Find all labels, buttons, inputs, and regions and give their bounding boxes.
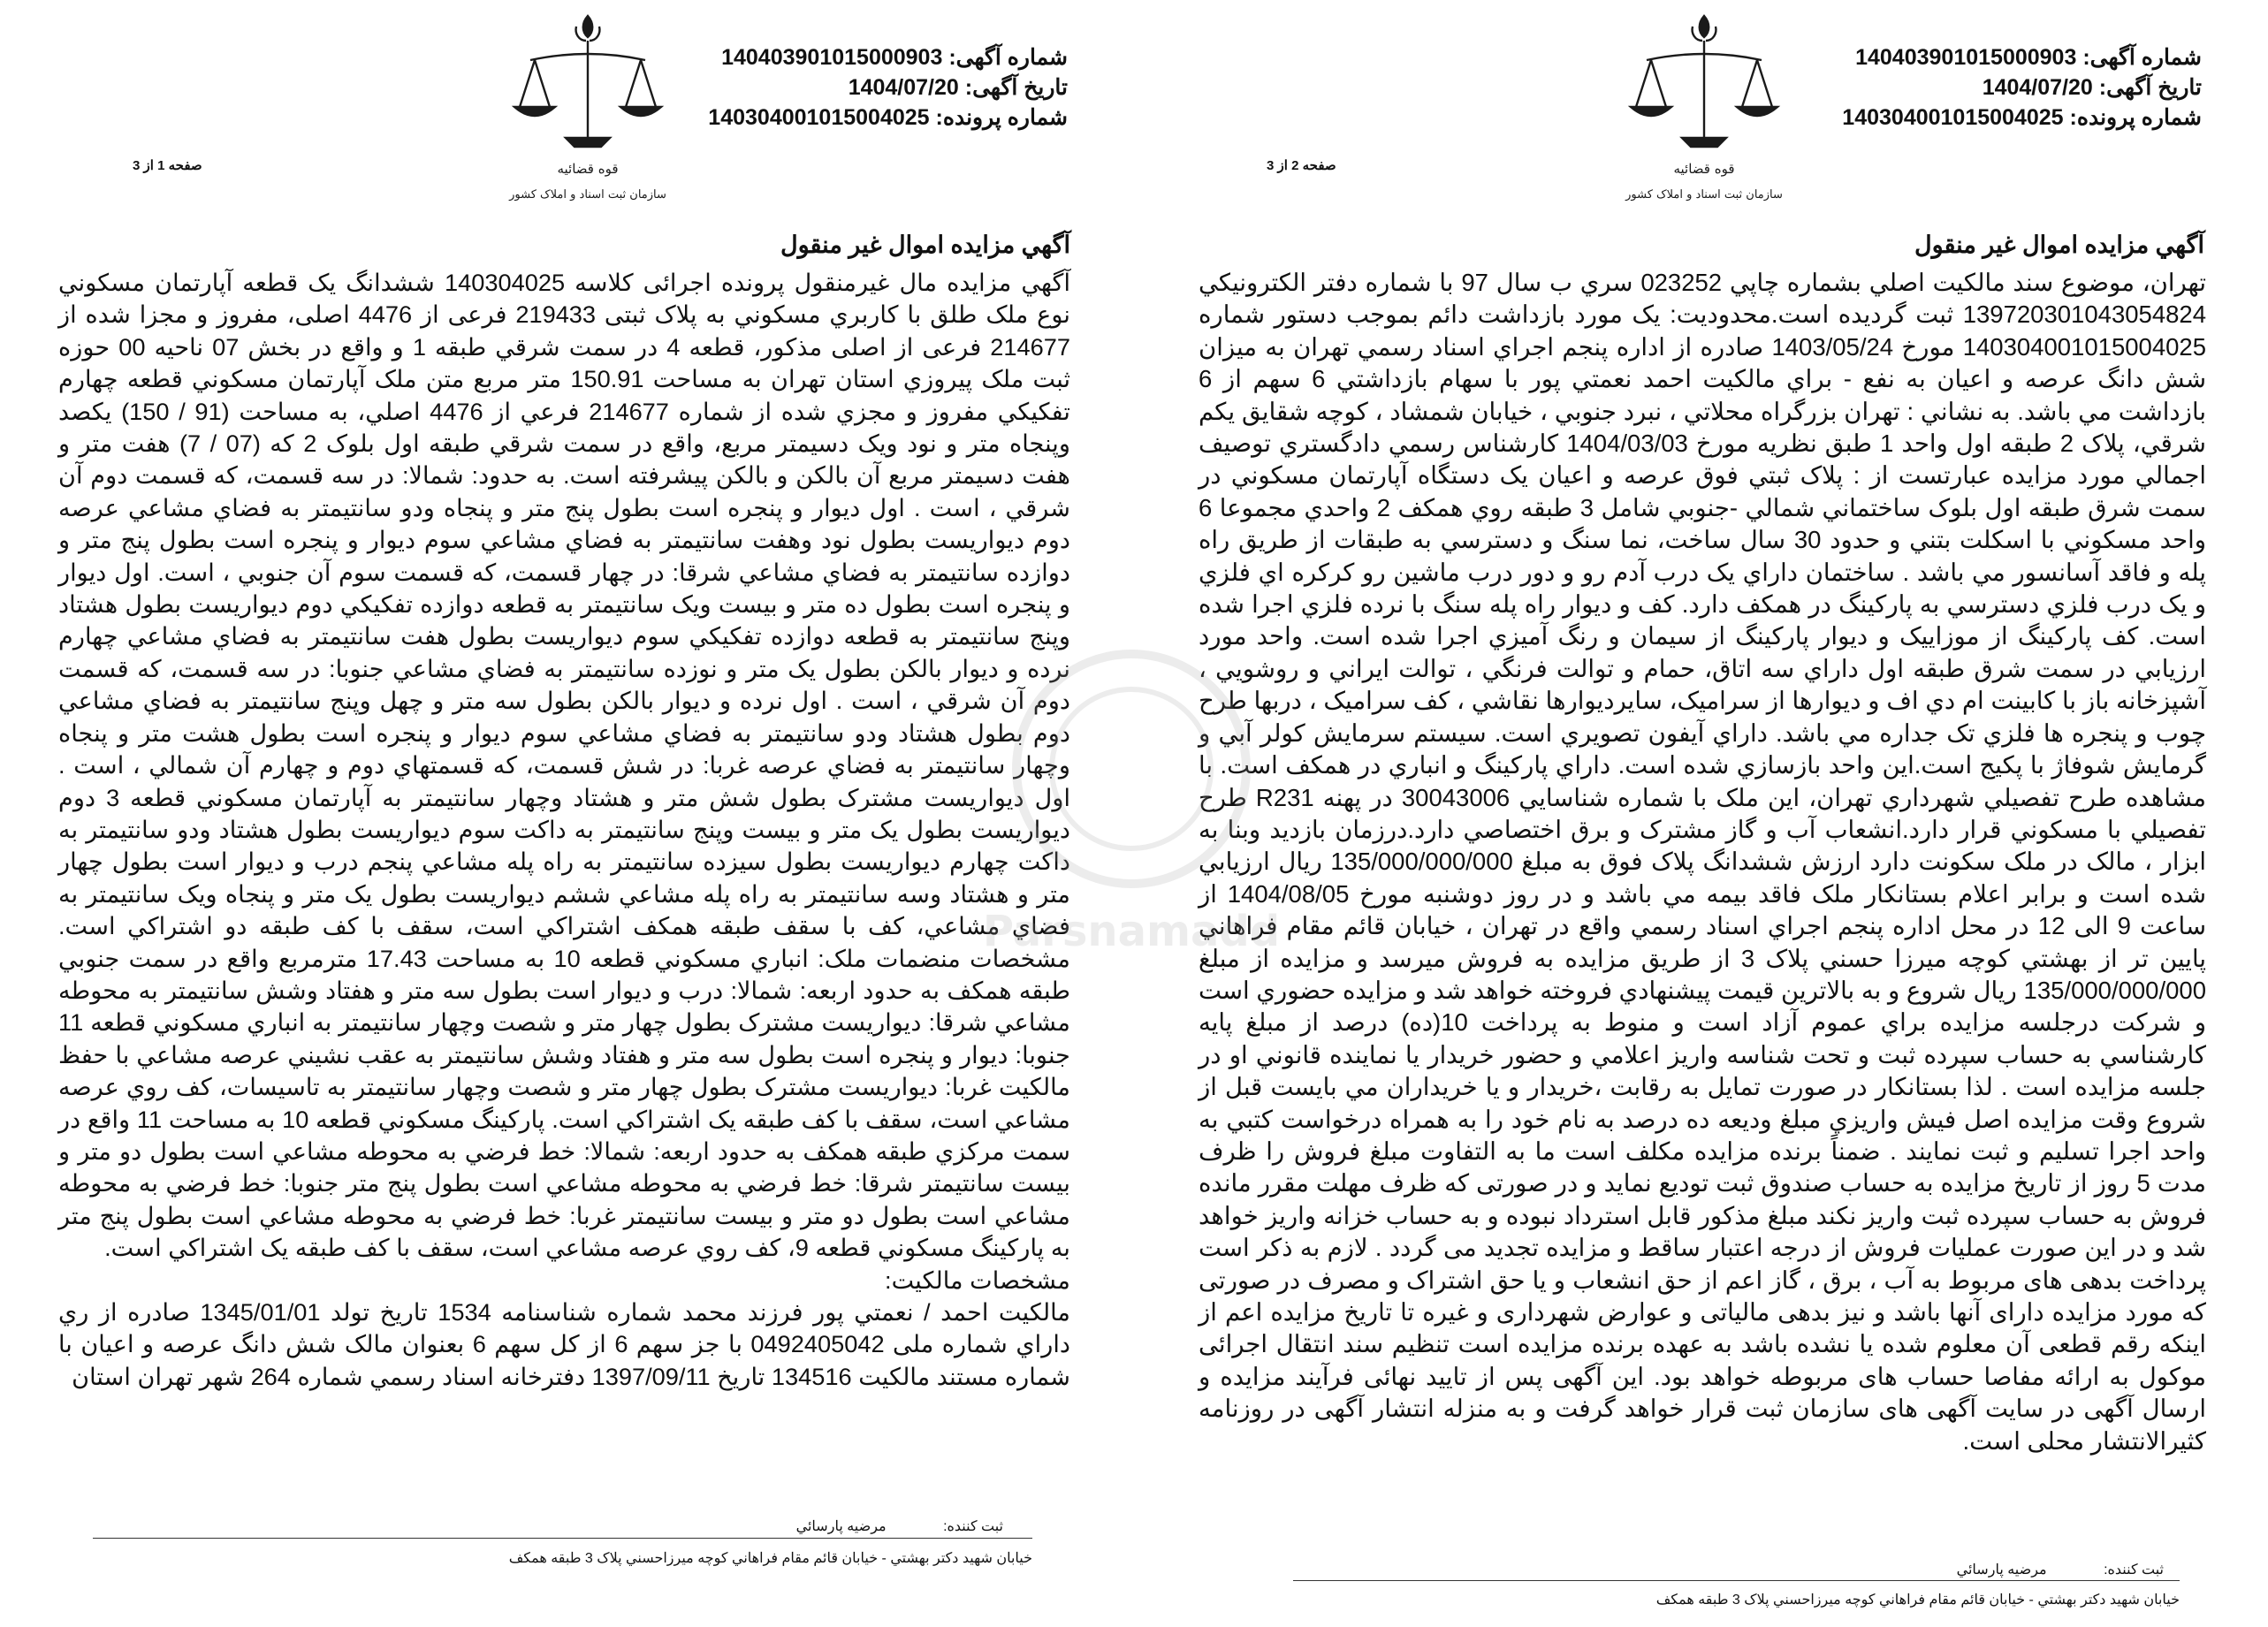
registrar [796, 1517, 1003, 1535]
case-number-label: شماره پرونده: [2069, 105, 2202, 130]
judiciary-emblem-logo [1611, 5, 1797, 209]
ad-number-label: شماره آگهی: [948, 45, 1068, 70]
emblem-caption-bottom: سازمان ثبت اسناد و املاک کشور [509, 188, 666, 201]
ad-date: 1404/07/20 [848, 75, 959, 100]
ad-number-label: شماره آگهی: [2082, 45, 2202, 70]
judiciary-emblem-logo [495, 5, 681, 209]
ad-date: 1404/07/20 [1982, 75, 2093, 100]
case-number: 140304001015004025 [1842, 105, 2064, 130]
case-number: 140304001015004025 [708, 105, 930, 130]
notice-body: تهران، موضوع سند مالكيت اصلي بشماره چاپي 023252 سري ب سال 97 با شماره دفتر الكترونيكي 139720301043054824 ثبت گرديده است.محدوديت: يک مورد بازداشت دائم بموجب دستور شماره 140304001015004025 مورخ 1403/05/24 صادره از اداره پنجم اجراي اسناد رسمي تهران به ميزان شش دانگ عرصه و اعيان به نفع - براي مالكيت احمد نعمتي پور با سهام بازداشتي 6 سهم از 6 بازداشت مي باشد. به نشاني : تهران بزرگراه محلاتي ، نبرد جنوبي ، خيابان شمشاد ، كوچه شقايق يكم شرقي، پلاک 2 طبقه اول واحد 1 طبق نظريه مورخ 1404/03/03 كارشناس رسمي دادگستري توصيف اجمالي مورد مزايده عبارتست از : پلاک ثبتي فوق عرصه و اعيان يک دستگاه آپارتمان مسكوني در سمت شرق طبقه اول بلوک ساختماني شمالي -جنوبي شامل 3 طبقه روي همكف 2 واحدي مجموعا 6 واحد مسكوني با اسكلت بتني و حدود 30 سال ساخت، نما سنگ و دسترسي به طبقات از طريق راه پله و فاقد آسانسور مي باشد . ساختمان داراي يک درب آدم رو و دور درب ماشين رو كركره اي فلزي و يک درب فلزي دسترسي به پاركينگ در همكف دارد. كف و ديوار راه پله سنگ با نرده فلزي اجرا شده است. كف پاركينگ از موزاييک و ديوار پاركينگ از سيمان و رنگ آميزي اجرا شده است. واحد مورد ارزيابي در سمت شرق طبقه اول داراي سه اتاق، حمام و توالت فرنگي ، توالت ايراني و روشويي ، آشپزخانه باز با كابينت ام دي اف و ديوارها از سراميک، سايرديوارها نقاشي ، كف سراميک ، دربها طرح چوب و پنجره ها فلزي تک جداره مي باشد. داراي آيفون تصويري است. سيستم سرمايش كولر آبي و گرمايش شوفاژ با پكيج است.اين واحد بازسازي شده است. داراي پاركينگ و انباري در همكف است. با مشاهده طرح تفصيلي شهرداري تهران، اين ملک با شماره شناسايي 30043006 در پهنه R231 طرح تفصيلي با مسكوني قرار دارد.انشعاب آب و گاز مشترک و برق اختصاصي دارد.درزمان بازديد وبنا به ابزار ، مالک در ملک سكونت دارد ارزش ششدانگ پلاک فوق به مبلغ 135/000/000/000 ريال ارزيابي شده است و برابر اعلام بستانكار ملک فاقد بيمه مي باشد و در روز دوشنبه مورخ 1404/08/05 از ساعت 9 الی 12 در محل اداره پنجم اجراي اسناد رسمي واقع در تهران ، خيابان قائم مقام فراهاني پايين تر از بهشتي كوچه ميرزا حسني پلاک 3 از طريق مزايده به فروش ميرسد و مزايده از مبلغ 135/000/000/000 ريال شروع و به بالاترين قيمت پيشنهادي فروخته خواهد شد و مزايده حضوري است و شركت درجلسه مزايده براي عموم آزاد است و منوط به پرداخت 10(ده) درصد از مبلغ پايه كارشناسي به حساب سپرده ثبت و تحت شناسه واريز اعلامي و حضور خريدار يا نماينده قانوني او در جلسه مزايده است . لذا بستانكار در صورت تمايل به رقابت ،خريدار و يا خريداران مي بايست قبل از شروع وقت مزايده اصل فيش واريزي مبلغ وديعه ده درصد به نام خود را به همراه درخواست كتبي به واحد اجرا تسليم و ثبت نمايند . ضمناً برنده مزايده مكلف است ما به التفاوت مبلغ فروش را ظرف مدت 5 روز از تاريخ مزايده به حساب صندوق ثبت توديع نمايد و در صورتی كه ظرف مهلت مقرر مانده فروش به حساب سپرده ثبت واريز نكند مبلغ مذكور قابل استرداد نبوده و به حساب خزانه واريز خواهد شد و در اين صورت عمليات فروش از درجه اعتبار ساقط و مزايده تجديد مى گردد . لازم به ذكر است پرداخت بدهی های مربوط به آب ، برق ، گاز اعم از حق انشعاب و يا حق اشتراک و مصرف در صورتی كه مورد مزايده دارای آنها باشد و نيز بدهی مالياتی و عوارض شهرداری و غيره تا تاريخ مزايده اعم از اينكه رقم قطعی آن معلوم شده يا نشده باشد به عهده برنده مزايده است تنظيم سند انتقال اجرائی موكول به ارائه مفاصا حساب های مربوطه خواهد بود. اين آگهی پس از تاييد نهائی فرآيند مزايده و ارسال آگهی در سايت آگهی های سازمان ثبت قرار خواهد گرفت و به منزله انتشار آگهی در روزنامه كثيرالانتشار محلی است. [1199, 269, 2207, 1455]
case-number-label: شماره پرونده: [935, 105, 1068, 130]
office-address: خيابان شهيد دكتر بهشتي - خيابان قائم مقام فراهاني كوچه ميرزاحسني پلاک 3 طبقه همكف [508, 1551, 1032, 1566]
notice-title: آگهي مزايده اموال غير منقول [780, 232, 1070, 258]
ad-number-row [1742, 42, 2202, 72]
ad-date-label: تاریخ آگهی: [964, 75, 1068, 100]
notice-meta [1742, 42, 2202, 133]
ad-number: 140403901015000903 [721, 45, 943, 70]
page-2-of-3 [1134, 0, 2268, 1627]
registrar [1957, 1561, 2164, 1578]
emblem-caption-top: قوه قضائيه [1673, 161, 1735, 177]
signature-divider [1293, 1580, 2180, 1581]
page-indicator: صفحه 2 از 3 [1267, 158, 1336, 173]
registrar-label: ثبت كننده: [2104, 1562, 2164, 1578]
page-indicator: صفحه 1 از 3 [133, 158, 202, 173]
registrar-name: مرضيه پارسائي [1956, 1562, 2047, 1578]
ad-date-label: تاریخ آگهی: [2098, 75, 2202, 100]
notice-body: آگهي مزايده مال غيرمنقول پرونده اجرائی كلاسه 140304025 ششدانگ يک قطعه آپارتمان مسكوني نوع ملک طلق با كاربري مسكوني به پلاک ثبتی 219433 فرعی از 4476 اصلی، مفروز و مجزا شده از 214677 فرعی از اصلی مذكور، قطعه 4 در سمت شرقي طبقه 1 و واقع در بخش 07 ناحيه 00 حوزه ثبت ملک پيروزي استان تهران به مساحت 150.91 متر مربع متن ملک آپارتمان مسكوني قطعه چهارم تفكيكي مفروز و مجزي شده از شماره 214677 فرعي از 4476 اصلي، به مساحت (91 / 150) يكصد وپنجاه متر و نود ويک دسيمتر مربع، واقع در سمت شرقي طبقه اول بلوک 2 كه (07 / 7) هفت متر و هفت دسيمتر مربع آن بالكن و بالكن پيشرفته است. به حدود: شمالا: در سه قسمت، كه قسمت دوم آن شرقي ، است . اول ديوار و پنجره است بطول پنج متر و پنجاه ودو سانتيمتر به فضاي مشاعي عرصه دوم ديواريست بطول نود وهفت سانتيمتر به فضاي مشاعي سوم ديوار و پنجره است بطول پنج متر و دوازده سانتيمتر به فضاي مشاعي شرقا: در چهار قسمت، كه قسمت سوم آن جنوبي ، است. اول ديوار و پنجره است بطول ده متر و بيست ويک سانتيمتر به قطعه دوازده تفكيكي دوم ديواريست بطول هشتاد وپنج سانتيمتر به قطعه دوازده تفكيكي سوم ديواريست بطول هفت سانتيمتر به فضاي مشاعي چهارم نرده و ديوار بالكن بطول يک متر و نوزده سانتيمتر به فضاي مشاعي جنوبا: در سه قسمت، كه قسمت دوم آن شرقي ، است . اول نرده و ديوار بالكن بطول سه متر و چهل وپنج سانتيمتر به فضاي مشاعي دوم بطول هشتاد ودو سانتيمتر به فضاي مشاعي سوم ديوار و پنجره است بطول هشت متر و پنجاه وچهار سانتيمتر به فضاي عرصه غربا: در شش قسمت، كه قسمتهاي دوم و چهارم آن شمالي ، است . اول ديواريست مشترک بطول شش متر و هشتاد وچهار سانتيمتر به آپارتمان مسكوني قطعه 3 دوم ديواريست بطول يک متر و بيست وپنج سانتيمتر به داكت سوم ديواريست بطول هشتاد ودو سانتيمتر به داكت چهارم ديواريست بطول سيزده سانتيمتر به راه پله مشاعي پنجم درب و ديوار است بطول چهار متر و هشتاد وسه سانتيمتر به راه پله مشاعي ششم ديواريست بطول يک متر و پنجاه ويک سانتيمتر به فضاي مشاعي، كف با سقف طبقه همكف اشتراكي است، سقف با كف طبقه دو اشتراكي است. مشخصات منضمات ملک: انباري مسكوني قطعه 10 به مساحت 17.43 مترمربع واقع در سمت جنوبي طبقه همكف به حدود اربعه: شمالا: درب و ديوار است بطول سه متر و هفتاد وشش سانتيمتر به محوطه مشاعي شرقا: ديواريست مشترک بطول چهار متر و شصت وچهار سانتيمتر به انباري مسكوني قطعه 11 جنوبا: ديوار و پنجره است بطول سه متر و هفتاد وشش سانتيمتر به عقب نشيني عرصه مشاعي با حفظ مالكيت غربا: ديواريست مشترک بطول چهار متر و شصت وچهار سانتيمتر به تاسيسات، كف روي عرصه مشاعي است، سقف با كف طبقه يک اشتراكي است. پاركينگ مسكوني قطعه 10 به مساحت 11 واقع در سمت مركزي طبقه همكف به حدود اربعه: شمالا: خط فرضي به محوطه مشاعي است بطول دو متر و بيست سانتيمتر شرقا: خط فرضي به محوطه مشاعي است بطول پنج متر جنوبا: خط فرضي به محوطه مشاعي است بطول دو متر و بيست سانتيمتر غربا: خط فرضي به محوطه مشاعي است بطول پنج متر به پاركينگ مسكوني قطعه 9، كف روي عرصه مشاعي است، سقف با كف طبقه يک اشتراكي است. مشخصات مالكيت: مالكيت احمد / نعمتي پور فرزند محمد شماره شناسنامه 1534 تاريخ تولد 1345/01/01 صادره از ري داراي شماره ملی 0492405042 با جز سهم 6 از كل سهم 6 بعنوان مالک شش دانگ عرصه و اعيان با شماره مستند مالكيت 134516 تاريخ 1397/09/11 دفترخانه اسناد رسمي شماره 264 شهر تهران استان [58, 269, 1071, 1390]
registrar-name: مرضيه پارسائي [795, 1519, 887, 1534]
emblem-caption-bottom: سازمان ثبت اسناد و املاک کشور [1625, 188, 1783, 201]
case-number-row [1742, 103, 2202, 133]
emblem-caption-top: قوه قضائيه [557, 161, 619, 177]
signature-divider [93, 1538, 1032, 1539]
registrar-label: ثبت كننده: [943, 1519, 1003, 1534]
ad-number: 140403901015000903 [1855, 45, 2077, 70]
notice-title: آگهي مزايده اموال غير منقول [1914, 232, 2204, 258]
watermark-text: Parsnamadd [982, 907, 1281, 956]
office-address: خيابان شهيد دكتر بهشتي - خيابان قائم مقام فراهاني كوچه ميرزاحسني پلاک 3 طبقه همكف [1655, 1593, 2180, 1608]
ad-date-row [1742, 72, 2202, 103]
